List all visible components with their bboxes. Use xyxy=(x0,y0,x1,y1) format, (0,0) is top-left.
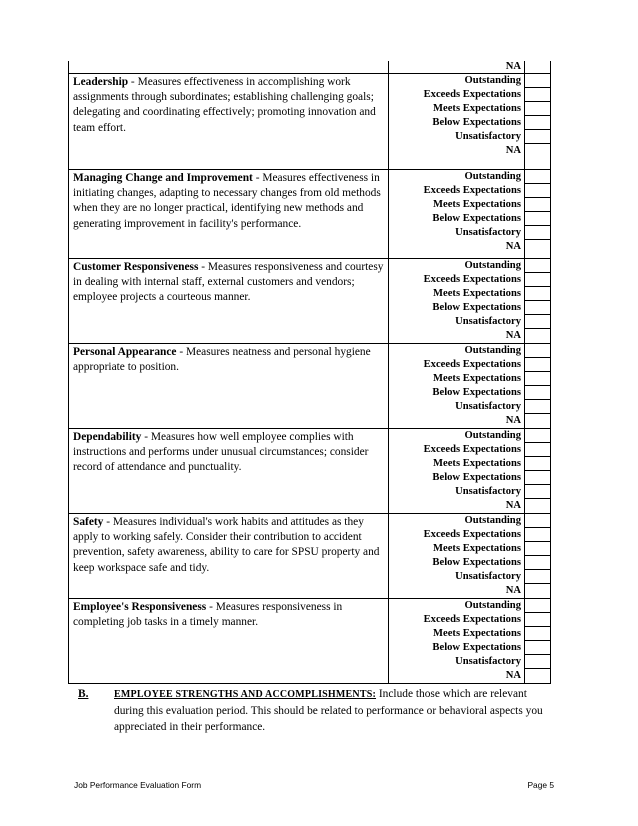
category-name: Leadership xyxy=(73,76,129,88)
rating-checkbox[interactable] xyxy=(525,627,550,641)
category-description-cell xyxy=(69,514,389,599)
category-separator: - xyxy=(206,601,216,613)
rating-boxes-cell xyxy=(525,514,551,599)
section-b-letter: B. xyxy=(78,688,89,700)
rating-boxes-cell xyxy=(525,170,551,259)
section-b-body xyxy=(114,686,544,735)
rating-checkbox[interactable] xyxy=(525,259,550,273)
rating-label: Outstanding xyxy=(464,260,521,271)
rating-label: Meets Expectations xyxy=(433,543,521,554)
category-name: Customer Responsiveness xyxy=(73,261,199,273)
category-text xyxy=(69,599,388,630)
category-separator: - xyxy=(141,431,151,443)
rating-checkbox[interactable] xyxy=(525,273,550,287)
rating-labels xyxy=(389,599,524,683)
top-na-row xyxy=(69,61,551,74)
category-text xyxy=(69,170,388,232)
category-separator: - xyxy=(198,261,208,273)
rating-label: Meets Expectations xyxy=(433,458,521,469)
rating-boxes xyxy=(525,74,550,158)
rating-label: NA xyxy=(505,670,521,681)
category-separator: - xyxy=(252,172,263,184)
rating-label: Exceeds Expectations xyxy=(423,185,521,196)
rating-label: Below Expectations xyxy=(432,302,521,313)
rating-label: Below Expectations xyxy=(432,387,521,398)
rating-labels xyxy=(389,344,524,428)
rating-label: Unsatisfactory xyxy=(455,656,521,667)
rating-checkbox[interactable] xyxy=(525,443,550,457)
rating-checkbox[interactable] xyxy=(525,471,550,485)
rating-checkbox[interactable] xyxy=(525,102,550,116)
rating-checkbox[interactable] xyxy=(525,226,550,240)
rating-label: NA xyxy=(505,241,521,252)
rating-checkbox[interactable] xyxy=(525,556,550,570)
rating-label: Outstanding xyxy=(464,171,521,182)
rating-labels xyxy=(389,514,524,598)
category-row xyxy=(69,599,551,684)
rating-checkbox[interactable] xyxy=(525,184,550,198)
category-description-cell xyxy=(69,344,389,429)
rating-checkbox[interactable] xyxy=(525,414,550,428)
rating-checkbox[interactable] xyxy=(525,329,550,343)
rating-boxes xyxy=(525,259,550,343)
rating-label: Meets Expectations xyxy=(433,103,521,114)
rating-checkbox[interactable] xyxy=(525,429,550,443)
footer-page-number: Page 5 xyxy=(527,780,554,790)
rating-label: NA xyxy=(505,330,521,341)
rating-label: Unsatisfactory xyxy=(455,486,521,497)
top-na-label: NA xyxy=(505,61,521,72)
rating-checkbox[interactable] xyxy=(525,144,550,158)
category-text xyxy=(69,344,388,375)
rating-label: Unsatisfactory xyxy=(455,131,521,142)
rating-boxes-cell xyxy=(525,344,551,429)
rating-label: Unsatisfactory xyxy=(455,316,521,327)
rating-label: Exceeds Expectations xyxy=(423,359,521,370)
rating-checkbox[interactable] xyxy=(525,198,550,212)
rating-boxes xyxy=(525,170,550,254)
rating-label: Meets Expectations xyxy=(433,628,521,639)
rating-checkbox[interactable] xyxy=(525,386,550,400)
rating-label: Exceeds Expectations xyxy=(423,444,521,455)
rating-labels-cell xyxy=(389,74,525,170)
rating-labels xyxy=(389,429,524,513)
category-row xyxy=(69,344,551,429)
rating-checkbox[interactable] xyxy=(525,457,550,471)
rating-boxes xyxy=(525,514,550,598)
rating-checkbox[interactable] xyxy=(525,570,550,584)
rating-checkbox[interactable] xyxy=(525,170,550,184)
category-description: Measures neatness and personal hygiene appropriate to position. xyxy=(73,346,371,374)
rating-checkbox[interactable] xyxy=(525,584,550,598)
category-separator: - xyxy=(176,346,186,358)
rating-label: Below Expectations xyxy=(432,557,521,568)
section-b-text: Include those which are relevant during this evaluation period. This should be related to performance or behavioral aspects you appreciated in their performance. xyxy=(114,688,543,733)
rating-labels xyxy=(389,170,524,254)
rating-label: Exceeds Expectations xyxy=(423,89,521,100)
rating-checkbox[interactable] xyxy=(525,528,550,542)
rating-labels-cell xyxy=(389,170,525,259)
rating-checkbox[interactable] xyxy=(525,116,550,130)
category-text xyxy=(69,259,388,306)
category-text xyxy=(69,429,388,476)
rating-checkbox[interactable] xyxy=(525,287,550,301)
rating-checkbox[interactable] xyxy=(525,542,550,556)
rating-checkbox[interactable] xyxy=(525,485,550,499)
category-name: Safety xyxy=(73,516,104,528)
rating-label: Outstanding xyxy=(464,600,521,611)
rating-label: Outstanding xyxy=(464,515,521,526)
footer-form-title: Job Performance Evaluation Form xyxy=(74,780,202,790)
rating-checkbox[interactable] xyxy=(525,358,550,372)
rating-boxes-cell xyxy=(525,74,551,170)
rating-label: Exceeds Expectations xyxy=(423,529,521,540)
rating-checkbox[interactable] xyxy=(525,344,550,358)
category-description: Measures how well employee complies with instructions and performs under unusual circumstances; consider record of attendance and punctuality. xyxy=(73,431,369,474)
category-separator: - xyxy=(103,516,113,528)
rating-checkbox[interactable] xyxy=(525,240,550,254)
rating-label: NA xyxy=(505,585,521,596)
rating-checkbox[interactable] xyxy=(525,613,550,627)
rating-label: NA xyxy=(505,415,521,426)
rating-label: Below Expectations xyxy=(432,117,521,128)
rating-labels xyxy=(389,74,524,158)
category-name: Managing Change and Improvement xyxy=(73,172,253,184)
top-desc-cell xyxy=(69,61,389,74)
rating-boxes xyxy=(525,429,550,513)
rating-label: Unsatisfactory xyxy=(455,401,521,412)
rating-labels-cell xyxy=(389,514,525,599)
category-row xyxy=(69,429,551,514)
rating-label: Unsatisfactory xyxy=(455,571,521,582)
rating-label: Below Expectations xyxy=(432,472,521,483)
rating-checkbox[interactable] xyxy=(525,212,550,226)
rating-labels-cell xyxy=(389,429,525,514)
rating-label: Exceeds Expectations xyxy=(423,274,521,285)
rating-label: Meets Expectations xyxy=(433,199,521,210)
rating-checkbox[interactable] xyxy=(525,372,550,386)
section-b-heading: EMPLOYEE STRENGTHS AND ACCOMPLISHMENTS: xyxy=(114,689,377,700)
rating-label: Exceeds Expectations xyxy=(423,614,521,625)
rating-label: Meets Expectations xyxy=(433,288,521,299)
rating-label: Outstanding xyxy=(464,75,521,86)
rating-boxes-cell xyxy=(525,599,551,684)
category-name: Employee's Responsiveness xyxy=(73,601,207,613)
rating-checkbox[interactable] xyxy=(525,88,550,102)
category-description: Measures individual's work habits and attitudes as they apply to working safely. Consider their contribution to accident prevention, safety awareness, ability to care for SPSU property and keep workspace safe and tidy. xyxy=(73,516,380,574)
rating-checkbox[interactable] xyxy=(525,499,550,513)
category-description-cell xyxy=(69,259,389,344)
category-description-cell xyxy=(69,170,389,259)
rating-checkbox[interactable] xyxy=(525,514,550,528)
category-row xyxy=(69,259,551,344)
rating-labels-cell xyxy=(389,259,525,344)
category-name: Personal Appearance xyxy=(73,346,177,358)
rating-checkbox[interactable] xyxy=(525,641,550,655)
top-rating-cell xyxy=(389,61,525,74)
rating-boxes xyxy=(525,599,550,683)
rating-label: Below Expectations xyxy=(432,213,521,224)
evaluation-table xyxy=(68,61,551,684)
category-description-cell xyxy=(69,429,389,514)
category-description: Measures effectiveness in initiating changes, adapting to necessary changes from old methods when they are no longer practical, identifying new methods and generating improvement in facility's performance. xyxy=(73,172,381,230)
rating-checkbox[interactable] xyxy=(525,669,550,683)
rating-label: Outstanding xyxy=(464,345,521,356)
rating-label: NA xyxy=(505,500,521,511)
category-row xyxy=(69,74,551,170)
rating-label: Meets Expectations xyxy=(433,373,521,384)
category-separator: - xyxy=(128,76,138,88)
category-description-cell xyxy=(69,74,389,170)
rating-checkbox[interactable] xyxy=(525,655,550,669)
category-name: Dependability xyxy=(73,431,142,443)
rating-checkbox[interactable] xyxy=(525,599,550,613)
rating-checkbox[interactable] xyxy=(525,130,550,144)
rating-label: Unsatisfactory xyxy=(455,227,521,238)
top-na-box[interactable] xyxy=(525,61,551,74)
rating-label: NA xyxy=(505,145,521,156)
rating-checkbox[interactable] xyxy=(525,74,550,88)
rating-checkbox[interactable] xyxy=(525,315,550,329)
rating-boxes xyxy=(525,344,550,428)
rating-label: Outstanding xyxy=(464,430,521,441)
rating-labels xyxy=(389,259,524,343)
category-text xyxy=(69,514,388,576)
category-row xyxy=(69,514,551,599)
rating-checkbox[interactable] xyxy=(525,301,550,315)
category-text xyxy=(69,74,388,136)
category-description: Measures effectiveness in accomplishing work assignments through subordinates; establishing challenging goals; delegating and coordinating effectively; promoting innovation and team effort. xyxy=(73,76,376,134)
rating-label: Below Expectations xyxy=(432,642,521,653)
rating-checkbox[interactable] xyxy=(525,400,550,414)
rating-boxes-cell xyxy=(525,259,551,344)
rating-labels-cell xyxy=(389,599,525,684)
category-description-cell xyxy=(69,599,389,684)
category-row xyxy=(69,170,551,259)
rating-labels-cell xyxy=(389,344,525,429)
category-description: Measures responsiveness in completing job tasks in a timely manner. xyxy=(73,601,343,629)
category-description: Measures responsiveness and courtesy in dealing with internal staff, external customers and vendors; employee projects a courteous manner. xyxy=(73,261,384,304)
rating-boxes-cell xyxy=(525,429,551,514)
